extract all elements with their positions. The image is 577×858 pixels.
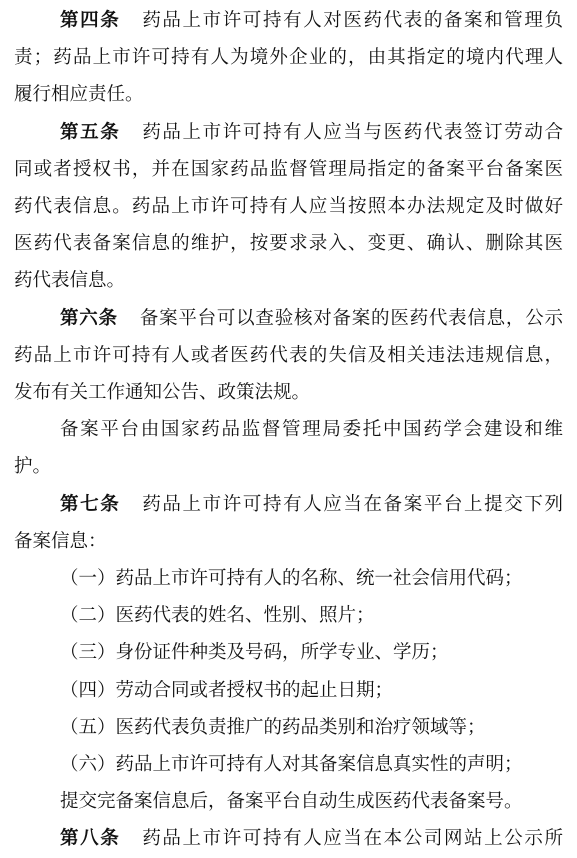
article-6-para2-line-1: 备案平台由国家药品监督管理局委托中国药学会建设和维 xyxy=(60,419,563,441)
article-7-closing: 提交完备案信息后，备案平台自动生成医药代表备案号。 xyxy=(60,791,523,813)
article-7-item-5: （五）医药代表负责推广的药品类别和治疗领域等； xyxy=(60,716,486,738)
article-5-line-3: 药代表信息。药品上市许可持有人应当按照本办法规定及时做好 xyxy=(14,196,563,217)
article-8-text-1: 药品上市许可持有人应当在本公司网站上公示所 xyxy=(142,828,563,850)
article-6-para2-line-2: 护。 xyxy=(14,456,52,478)
article-5-title: 第五条 xyxy=(60,121,121,143)
article-4-text-1: 药品上市许可持有人对医药代表的备案和管理负 xyxy=(142,10,563,31)
article-6-line-1 xyxy=(60,300,563,337)
article-7-title: 第七条 xyxy=(60,493,121,515)
article-5-line-5: 药代表信息。 xyxy=(14,270,126,292)
article-6-title: 第六条 xyxy=(60,307,118,329)
article-4-line-2: 责；药品上市许可持有人为境外企业的，由其指定的境内代理人 xyxy=(14,47,563,69)
article-7-item-6: （六）药品上市许可持有人对其备案信息真实性的声明； xyxy=(60,754,523,775)
article-5-line-4: 医药代表备案信息的维护，按要求录入、变更、确认、删除其医 xyxy=(14,233,563,255)
article-7-line-2: 备案信息： xyxy=(14,530,107,552)
article-4-line-1 xyxy=(60,2,563,39)
article-5-line-1 xyxy=(60,114,563,151)
article-7-line-1 xyxy=(60,486,563,523)
article-7-text-1: 药品上市许可持有人应当在备案平台上提交下列 xyxy=(142,493,563,515)
article-5-text-1: 药品上市许可持有人应当与医药代表签订劳动合 xyxy=(142,121,563,143)
article-7-item-1: （一）药品上市许可持有人的名称、统一社会信用代码； xyxy=(60,568,523,589)
article-6-line-2: 药品上市许可持有人或者医药代表的失信及相关违法违规信息， xyxy=(14,344,563,366)
article-5-line-2: 同或者授权书，并在国家药品监督管理局指定的备案平台备案医 xyxy=(14,158,563,180)
article-6-text-1: 备案平台可以查验核对备案的医药代表信息，公示 xyxy=(139,307,563,329)
article-7-item-4: （四）劳动合同或者授权书的起止日期； xyxy=(60,679,394,701)
article-6-line-3: 发布有关工作通知公告、政策法规。 xyxy=(14,382,311,403)
article-4-line-3: 履行相应责任。 xyxy=(14,84,144,106)
article-8-title: 第八条 xyxy=(60,828,121,850)
article-7-item-3: （三）身份证件种类及号码，所学专业、学历； xyxy=(60,642,449,664)
article-8-line-1 xyxy=(60,820,563,857)
article-4-title: 第四条 xyxy=(60,10,121,31)
article-7-item-2: （二）医药代表的姓名、性别、照片； xyxy=(60,605,375,627)
